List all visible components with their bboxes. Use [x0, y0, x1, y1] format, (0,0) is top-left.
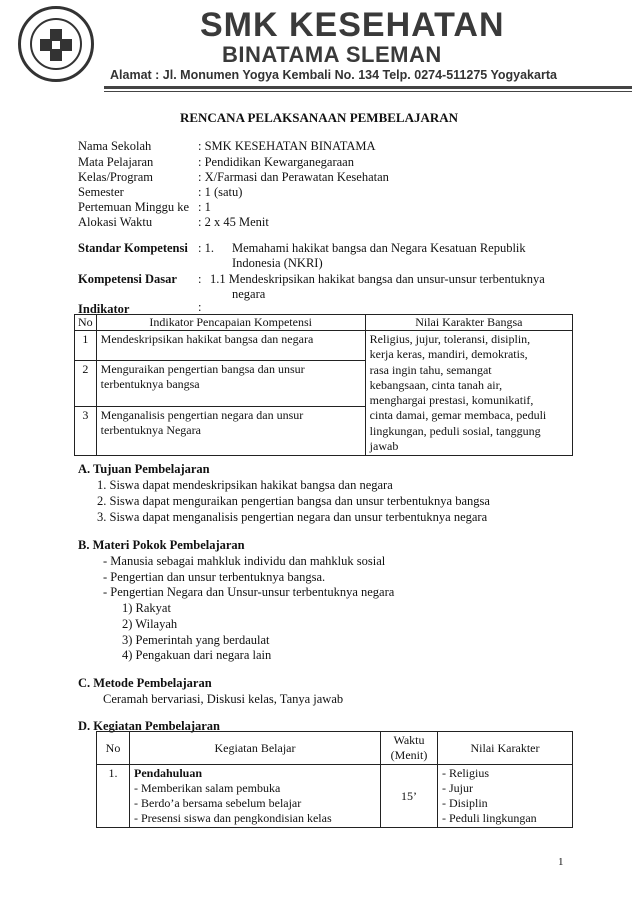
list-item: - Manusia sebagai mahkluk individu dan mahkluk sosial [103, 554, 386, 568]
standar-label: Standar Kompetensi [78, 241, 188, 255]
header-waktu [381, 732, 438, 765]
list-subitem: 2) Wilayah [122, 617, 178, 631]
standar-text-line2: Indonesia (NKRI) [232, 256, 323, 270]
kegiatan-item: - Berdo’a bersama sebelum belajar [134, 796, 302, 810]
nilai-item: - Peduli lingkungan [442, 811, 537, 825]
nilai-item: - Disiplin [442, 796, 488, 810]
info-row [78, 215, 269, 230]
letterhead-rule-thin [104, 91, 632, 92]
row-indikator: Menguraikan pengertian bangsa dan unsur terbentuknya bangsa [96, 361, 365, 406]
list-subitem: 1) Rakyat [122, 601, 171, 615]
info-key: Nama Sekolah [78, 139, 152, 153]
kompetensi-text-line1: 1.1 Mendeskripsikan hakikat bangsa dan unsur-unsur terbentuknya [210, 272, 545, 286]
header-no: No [75, 315, 97, 331]
row-no: 2 [75, 361, 97, 406]
nilai-line: menghargai prestasi, komunikatif, [369, 393, 534, 408]
info-key: Mata Pelajaran [78, 155, 154, 169]
nilai-line: jawab [369, 439, 399, 454]
info-row [78, 155, 354, 170]
nilai-item: - Religius [442, 766, 489, 780]
info-key: Alokasi Waktu [78, 215, 153, 229]
info-row [78, 170, 389, 185]
kegiatan-item: - Presensi siswa dan pengkondisian kelas [134, 811, 332, 825]
row-kegiatan [130, 765, 381, 828]
row-indikator: Menganalisis pengertian negara dan unsur terbentuknya Negara [96, 406, 365, 456]
info-key: Pertemuan Minggu ke [78, 200, 190, 214]
table-header-row [97, 732, 573, 765]
list-subitem: 4) Pengakuan dari negara lain [122, 648, 272, 662]
info-value: : X/Farmasi dan Perawatan Kesehatan [198, 170, 389, 184]
standar-text-line1: Memahami hakikat bangsa dan Negara Kesatuan Republik [232, 241, 526, 255]
page-number: 1 [558, 856, 564, 868]
section-c-title: C. Metode Pembelajaran [78, 676, 212, 690]
table-row [97, 765, 573, 828]
nilai-line: Religius, jujur, toleransi, disiplin, [369, 332, 531, 346]
header-nilai: Nilai Karakter Bangsa [365, 315, 572, 331]
letterhead-title: SMK KESEHATAN [200, 6, 505, 44]
indikator-label: Indikator [78, 302, 130, 316]
table-row [75, 331, 573, 361]
section-b-title: B. Materi Pokok Pembelajaran [78, 538, 245, 552]
kompetensi-label: Kompetensi Dasar [78, 272, 177, 286]
list-item: - Pengertian dan unsur terbentuknya bangsa. [103, 570, 326, 584]
kegiatan-table [96, 731, 573, 828]
header-no: No [97, 732, 130, 765]
nilai-line: cinta damai, gemar membaca, peduli [369, 408, 547, 423]
row-nilai [438, 765, 573, 828]
row-no: 3 [75, 406, 97, 456]
info-value: : SMK KESEHATAN BINATAMA [198, 139, 376, 153]
list-item: 2. Siswa dapat menguraikan pengertian bangsa dan unsur terbentuknya bangsa [97, 494, 490, 508]
list-subitem: 3) Pemerintah yang berdaulat [122, 633, 270, 647]
section-a-title: A. Tujuan Pembelajaran [78, 462, 210, 476]
info-row [78, 139, 376, 154]
list-item: 1. Siswa dapat mendeskripsikan hakikat bangsa dan negara [97, 478, 393, 492]
school-logo [18, 6, 94, 82]
document-title: RENCANA PELAKSANAAN PEMBELAJARAN [179, 110, 459, 125]
header-indikator: Indikator Pencapaian Kompetensi [96, 315, 365, 331]
row-waktu: 15’ [381, 765, 438, 828]
info-value: : 1 [198, 200, 211, 214]
header-waktu-label: Waktu [393, 733, 425, 747]
section-c-text: Ceramah bervariasi, Diskusi kelas, Tanya jawab [103, 692, 344, 706]
nilai-line: lingkungan, peduli sosial, tanggung [369, 423, 541, 438]
standar-colon: : 1. [198, 241, 214, 255]
indikator-table [74, 314, 573, 456]
row-no: 1. [97, 765, 130, 828]
kompetensi-text-line2: negara [232, 287, 266, 301]
row-indikator: Mendeskripsikan hakikat bangsa dan negara [96, 331, 365, 361]
header-nilai-karakter: Nilai Karakter [438, 732, 573, 765]
info-value: : 1 (satu) [198, 185, 243, 199]
info-key: Semester [78, 185, 124, 199]
nilai-line: rasa ingin tahu, semangat [369, 362, 492, 377]
nilai-line: kerja keras, mandiri, demokratis, [369, 347, 528, 362]
table-header-row [75, 315, 573, 331]
kompetensi-colon: : [198, 272, 202, 286]
letterhead-address: Alamat : Jl. Monumen Yogya Kembali No. 134 Telp. 0274-511275 Yogyakarta [110, 68, 557, 82]
kegiatan-item: - Memberikan salam pembuka [134, 781, 281, 795]
nilai-item: - Jujur [442, 781, 473, 795]
info-row [78, 185, 242, 200]
list-item: - Pengertian Negara dan Unsur-unsur terbentuknya negara [103, 585, 395, 599]
header-menit-label: (Menit) [390, 748, 428, 762]
header-kegiatan: Kegiatan Belajar [130, 732, 381, 765]
letterhead-rule [104, 86, 632, 89]
kegiatan-title: Pendahuluan [134, 766, 203, 780]
nilai-line: kebangsaan, cinta tanah air, [369, 377, 503, 392]
list-item: 3. Siswa dapat menganalisis pengertian negara dan unsur terbentuknya negara [97, 510, 488, 524]
section-d-title: D. Kegiatan Pembelajaran [78, 719, 220, 733]
letterhead-subtitle: BINATAMA SLEMAN [222, 42, 442, 67]
info-row [78, 200, 211, 215]
nilai-karakter-cell [365, 331, 572, 456]
info-key: Kelas/Program [78, 170, 153, 184]
info-value: : 2 x 45 Menit [198, 215, 269, 229]
info-value: : Pendidikan Kewarganegaraan [198, 155, 354, 169]
row-no: 1 [75, 331, 97, 361]
indikator-colon: : [198, 300, 202, 314]
